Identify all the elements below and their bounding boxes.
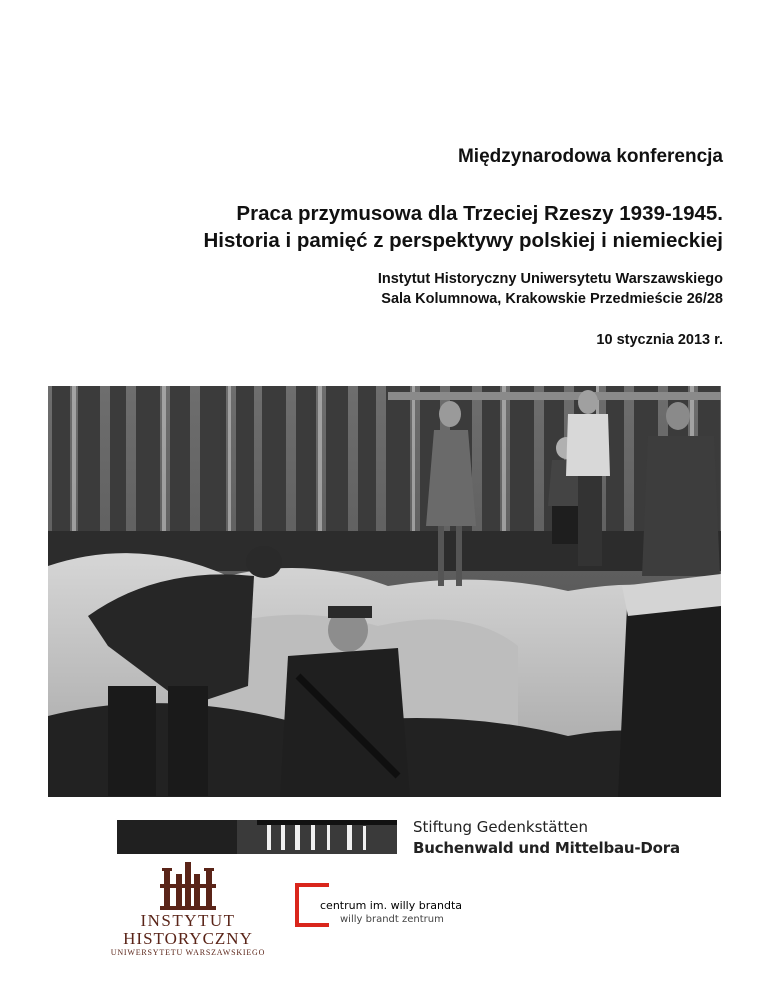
buchenwald-logo-strip (117, 820, 397, 854)
venue-line-1: Instytut Historyczny Uniwersytetu Warszawskiego (377, 271, 723, 287)
venue-line-2: Sala Kolumnowa, Krakowskie Przedmieście 26/28 (381, 291, 723, 307)
instytut-logo-line-1: INSTYTUT (140, 911, 236, 930)
buchenwald-logo-line-2: Buchenwald und Mittelbau-Dora (413, 839, 680, 857)
conference-heading: Międzynarodowa konferencja (457, 146, 723, 167)
instytut-logo-line-3: UNIWERSYTETU WARSZAWSKIEGO (110, 948, 266, 957)
conference-title-line-2: Historia i pamięć z perspektywy polskiej i niemieckiej (203, 229, 723, 252)
conference-title-line-1: Praca przymusowa dla Trzeciej Rzeszy 1939-1945. (236, 202, 723, 225)
instytut-logo-line-2: HISTORYCZNY (123, 929, 253, 948)
historical-photo (48, 386, 721, 797)
buchenwald-logo-line-1: Stiftung Gedenkstätten (413, 818, 588, 836)
willy-brandt-logo-line-2: willy brandt zentrum (340, 914, 444, 925)
conference-date: 10 stycznia 2013 r. (596, 332, 723, 348)
willy-brandt-logo-line-1: centrum im. willy brandta (320, 899, 462, 912)
instytut-historyczny-emblem-icon (160, 862, 216, 910)
